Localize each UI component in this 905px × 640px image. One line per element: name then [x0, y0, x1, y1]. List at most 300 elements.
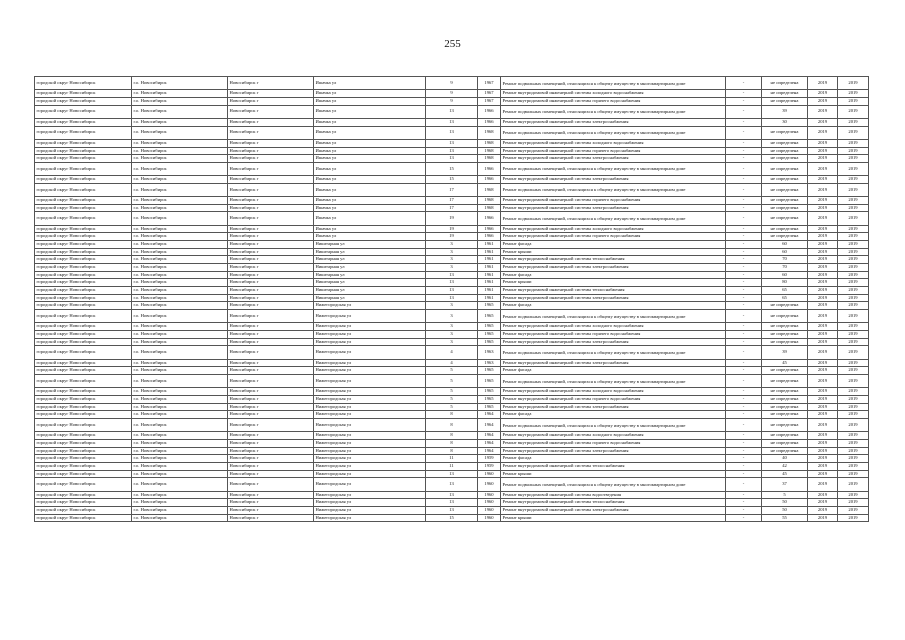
house-number-cell: 3 — [426, 323, 478, 331]
end-year-cell: 2019 — [838, 204, 869, 212]
street-cell: Нижегородская ул — [314, 411, 426, 419]
work-type-cell: Ремонт внутридомовой инженерной системы электроснабжения — [501, 294, 726, 302]
work-type-cell: Ремонт фасада — [501, 455, 726, 463]
work-type-cell: Ремонт крыши — [501, 470, 726, 478]
cost-cell: 60 — [762, 248, 808, 256]
district-cell: г.о. Новосибирск — [132, 323, 228, 331]
street-cell: Никитарная ул — [314, 256, 426, 264]
unit-cell: - — [726, 499, 762, 507]
work-type-cell: Ремонт крыши — [501, 514, 726, 522]
municipality-cell: городской округ Новосибирск — [35, 271, 132, 279]
city-cell: Новосибирск г — [228, 197, 314, 205]
year-cell: 1964 — [478, 439, 501, 447]
year-cell: 1966 — [478, 162, 501, 175]
street-cell: Ишачка ул — [314, 162, 426, 175]
cost-cell: не определена — [762, 375, 808, 388]
start-year-cell: 2019 — [808, 419, 838, 432]
cost-cell: 70 — [762, 256, 808, 264]
start-year-cell: 2019 — [808, 455, 838, 463]
cost-cell: 39 — [762, 346, 808, 359]
cost-cell: не определена — [762, 126, 808, 139]
street-cell: Нижегородская ул — [314, 447, 426, 455]
start-year-cell: 2019 — [808, 367, 838, 375]
house-number-cell: 9 — [426, 97, 478, 105]
street-cell: Нижегородская ул — [314, 403, 426, 411]
cost-cell: 5 — [762, 491, 808, 499]
house-number-cell: 3 — [426, 302, 478, 310]
street-cell: Нижегородская ул — [314, 506, 426, 514]
unit-cell: - — [726, 233, 762, 241]
street-cell: Ишачка ул — [314, 225, 426, 233]
city-cell: Новосибирск г — [228, 310, 314, 323]
year-cell: 1965 — [478, 396, 501, 404]
end-year-cell: 2019 — [838, 97, 869, 105]
municipality-cell: городской округ Новосибирск — [35, 396, 132, 404]
house-number-cell: 13 — [426, 279, 478, 287]
house-number-cell: 13 — [426, 155, 478, 163]
cost-cell: не определена — [762, 176, 808, 184]
house-number-cell: 13 — [426, 271, 478, 279]
city-cell: Новосибирск г — [228, 375, 314, 388]
cost-cell: не определена — [762, 204, 808, 212]
district-cell: г.о. Новосибирск — [132, 331, 228, 339]
end-year-cell: 2019 — [838, 388, 869, 396]
end-year-cell: 2019 — [838, 233, 869, 241]
unit-cell: - — [726, 162, 762, 175]
start-year-cell: 2019 — [808, 432, 838, 440]
house-number-cell: 11 — [426, 462, 478, 470]
table-row — [35, 432, 869, 440]
end-year-cell: 2019 — [838, 225, 869, 233]
table-row — [35, 462, 869, 470]
end-year-cell: 2019 — [838, 411, 869, 419]
year-cell: 1961 — [478, 294, 501, 302]
start-year-cell: 2019 — [808, 499, 838, 507]
cost-cell: не определена — [762, 155, 808, 163]
table-row — [35, 105, 869, 118]
municipality-cell: городской округ Новосибирск — [35, 287, 132, 295]
start-year-cell: 2019 — [808, 183, 838, 196]
unit-cell: - — [726, 359, 762, 367]
table-row — [35, 439, 869, 447]
district-cell: г.о. Новосибирск — [132, 233, 228, 241]
start-year-cell: 2019 — [808, 346, 838, 359]
municipality-cell: городской округ Новосибирск — [35, 139, 132, 147]
unit-cell: - — [726, 491, 762, 499]
work-type-cell: Ремонт внутридомовой инженерной системы горячего водоснабжения — [501, 197, 726, 205]
year-cell: 1961 — [478, 241, 501, 249]
end-year-cell: 2019 — [838, 279, 869, 287]
start-year-cell: 2019 — [808, 491, 838, 499]
house-number-cell: 9 — [426, 77, 478, 90]
end-year-cell: 2019 — [838, 367, 869, 375]
city-cell: Новосибирск г — [228, 147, 314, 155]
table-row — [35, 271, 869, 279]
house-number-cell: 15 — [426, 514, 478, 522]
house-number-cell: 3 — [426, 310, 478, 323]
work-type-cell: Ремонт подвальных помещений, относящихся к общему имуществу в многоквартирном доме — [501, 105, 726, 118]
work-type-cell: Ремонт внутридомовой инженерной системы электроснабжения — [501, 155, 726, 163]
start-year-cell: 2019 — [808, 197, 838, 205]
year-cell: 1961 — [478, 271, 501, 279]
city-cell: Новосибирск г — [228, 506, 314, 514]
cost-cell: не определена — [762, 396, 808, 404]
street-cell: Ишачка ул — [314, 204, 426, 212]
end-year-cell: 2019 — [838, 499, 869, 507]
end-year-cell: 2019 — [838, 139, 869, 147]
district-cell: г.о. Новосибирск — [132, 77, 228, 90]
district-cell: г.о. Новосибирск — [132, 411, 228, 419]
table-row — [35, 375, 869, 388]
house-number-cell: 19 — [426, 233, 478, 241]
end-year-cell: 2019 — [838, 447, 869, 455]
cost-cell: 70 — [762, 264, 808, 272]
municipality-cell: городской округ Новосибирск — [35, 499, 132, 507]
work-type-cell: Ремонт внутридомовой инженерной системы электроснабжения — [501, 403, 726, 411]
street-cell: Ишачка ул — [314, 197, 426, 205]
year-cell: 1968 — [478, 204, 501, 212]
unit-cell: - — [726, 118, 762, 126]
table-row — [35, 403, 869, 411]
house-number-cell: 3 — [426, 241, 478, 249]
table-row — [35, 470, 869, 478]
unit-cell: - — [726, 411, 762, 419]
cost-cell: не определена — [762, 302, 808, 310]
end-year-cell: 2019 — [838, 90, 869, 98]
unit-cell: - — [726, 155, 762, 163]
year-cell: 1959 — [478, 455, 501, 463]
unit-cell: - — [726, 183, 762, 196]
street-cell: Нижегородская ул — [314, 432, 426, 440]
start-year-cell: 2019 — [808, 396, 838, 404]
street-cell: Никитарная ул — [314, 248, 426, 256]
unit-cell: - — [726, 331, 762, 339]
house-number-cell: 3 — [426, 338, 478, 346]
year-cell: 1965 — [478, 338, 501, 346]
house-number-cell: 5 — [426, 396, 478, 404]
end-year-cell: 2019 — [838, 310, 869, 323]
end-year-cell: 2019 — [838, 155, 869, 163]
district-cell: г.о. Новосибирск — [132, 499, 228, 507]
year-cell: 1961 — [478, 287, 501, 295]
table-row — [35, 514, 869, 522]
end-year-cell: 2019 — [838, 432, 869, 440]
municipality-cell: городской округ Новосибирск — [35, 470, 132, 478]
year-cell: 1964 — [478, 432, 501, 440]
city-cell: Новосибирск г — [228, 233, 314, 241]
district-cell: г.о. Новосибирск — [132, 155, 228, 163]
work-type-cell: Ремонт внутридомовой инженерной системы электроснабжения — [501, 506, 726, 514]
city-cell: Новосибирск г — [228, 396, 314, 404]
city-cell: Новосибирск г — [228, 105, 314, 118]
year-cell: 1961 — [478, 279, 501, 287]
start-year-cell: 2019 — [808, 470, 838, 478]
city-cell: Новосибирск г — [228, 294, 314, 302]
cost-cell: 40 — [762, 455, 808, 463]
start-year-cell: 2019 — [808, 204, 838, 212]
unit-cell: - — [726, 241, 762, 249]
municipality-cell: городской округ Новосибирск — [35, 338, 132, 346]
unit-cell: - — [726, 139, 762, 147]
table-row — [35, 225, 869, 233]
city-cell: Новосибирск г — [228, 455, 314, 463]
unit-cell: - — [726, 248, 762, 256]
table-row — [35, 90, 869, 98]
district-cell: г.о. Новосибирск — [132, 176, 228, 184]
municipality-cell: городской округ Новосибирск — [35, 331, 132, 339]
start-year-cell: 2019 — [808, 310, 838, 323]
street-cell: Нижегородская ул — [314, 514, 426, 522]
street-cell: Ишачка ул — [314, 126, 426, 139]
unit-cell: - — [726, 287, 762, 295]
municipality-cell: городской округ Новосибирск — [35, 462, 132, 470]
city-cell: Новосибирск г — [228, 346, 314, 359]
end-year-cell: 2019 — [838, 105, 869, 118]
table-row — [35, 248, 869, 256]
district-cell: г.о. Новосибирск — [132, 419, 228, 432]
work-type-cell: Ремонт внутридомовой инженерной системы горячего водоснабжения — [501, 396, 726, 404]
municipality-cell: городской округ Новосибирск — [35, 432, 132, 440]
year-cell: 1966 — [478, 176, 501, 184]
street-cell: Ишачка ул — [314, 77, 426, 90]
start-year-cell: 2019 — [808, 462, 838, 470]
unit-cell: - — [726, 388, 762, 396]
end-year-cell: 2019 — [838, 118, 869, 126]
table-row — [35, 491, 869, 499]
table-row — [35, 197, 869, 205]
end-year-cell: 2019 — [838, 514, 869, 522]
city-cell: Новосибирск г — [228, 204, 314, 212]
cost-cell: не определена — [762, 147, 808, 155]
end-year-cell: 2019 — [838, 212, 869, 225]
table-row — [35, 346, 869, 359]
cost-cell: 55 — [762, 514, 808, 522]
start-year-cell: 2019 — [808, 155, 838, 163]
table-row — [35, 97, 869, 105]
year-cell: 1965 — [478, 302, 501, 310]
house-number-cell: 8 — [426, 411, 478, 419]
year-cell: 1968 — [478, 139, 501, 147]
house-number-cell: 5 — [426, 367, 478, 375]
table-row — [35, 147, 869, 155]
house-number-cell: 13 — [426, 126, 478, 139]
municipality-cell: городской округ Новосибирск — [35, 388, 132, 396]
municipality-cell: городской округ Новосибирск — [35, 248, 132, 256]
street-cell: Ишачка ул — [314, 183, 426, 196]
year-cell: 1966 — [478, 225, 501, 233]
house-number-cell: 19 — [426, 212, 478, 225]
district-cell: г.о. Новосибирск — [132, 447, 228, 455]
house-number-cell: 4 — [426, 359, 478, 367]
unit-cell: - — [726, 225, 762, 233]
work-type-cell: Ремонт подвальных помещений, относящихся к общему имуществу в многоквартирном доме — [501, 162, 726, 175]
city-cell: Новосибирск г — [228, 403, 314, 411]
cost-cell: 60 — [762, 241, 808, 249]
end-year-cell: 2019 — [838, 346, 869, 359]
start-year-cell: 2019 — [808, 248, 838, 256]
cost-cell: 65 — [762, 294, 808, 302]
cost-cell: 80 — [762, 279, 808, 287]
district-cell: г.о. Новосибирск — [132, 388, 228, 396]
street-cell: Никитарная ул — [314, 294, 426, 302]
work-type-cell: Ремонт внутридомовой инженерной системы теплоснабжения — [501, 256, 726, 264]
work-type-cell: Ремонт внутридомовой инженерной системы горячего водоснабжения — [501, 147, 726, 155]
year-cell: 1959 — [478, 462, 501, 470]
city-cell: Новосибирск г — [228, 287, 314, 295]
table-row — [35, 126, 869, 139]
year-cell: 1965 — [478, 323, 501, 331]
start-year-cell: 2019 — [808, 439, 838, 447]
district-cell: г.о. Новосибирск — [132, 359, 228, 367]
city-cell: Новосибирск г — [228, 331, 314, 339]
street-cell: Нижегородская ул — [314, 478, 426, 491]
start-year-cell: 2019 — [808, 271, 838, 279]
unit-cell: - — [726, 514, 762, 522]
city-cell: Новосибирск г — [228, 90, 314, 98]
city-cell: Новосибирск г — [228, 470, 314, 478]
unit-cell: - — [726, 294, 762, 302]
table-row — [35, 279, 869, 287]
municipality-cell: городской округ Новосибирск — [35, 367, 132, 375]
start-year-cell: 2019 — [808, 176, 838, 184]
city-cell: Новосибирск г — [228, 97, 314, 105]
municipality-cell: городской округ Новосибирск — [35, 264, 132, 272]
municipality-cell: городской округ Новосибирск — [35, 419, 132, 432]
year-cell: 1961 — [478, 264, 501, 272]
cost-cell: не определена — [762, 439, 808, 447]
city-cell: Новосибирск г — [228, 447, 314, 455]
work-type-cell: Ремонт внутридомовой инженерной системы теплоснабжения — [501, 462, 726, 470]
municipality-cell: городской округ Новосибирск — [35, 126, 132, 139]
year-cell: 1966 — [478, 233, 501, 241]
year-cell: 1968 — [478, 183, 501, 196]
end-year-cell: 2019 — [838, 470, 869, 478]
house-number-cell: 13 — [426, 499, 478, 507]
start-year-cell: 2019 — [808, 256, 838, 264]
street-cell: Нижегородская ул — [314, 338, 426, 346]
table-row — [35, 302, 869, 310]
cost-cell: не определена — [762, 447, 808, 455]
end-year-cell: 2019 — [838, 419, 869, 432]
start-year-cell: 2019 — [808, 302, 838, 310]
work-type-cell: Ремонт внутридомовой инженерной системы электроснабжения — [501, 338, 726, 346]
district-cell: г.о. Новосибирск — [132, 225, 228, 233]
work-type-cell: Ремонт фасада — [501, 302, 726, 310]
street-cell: Ишачка ул — [314, 155, 426, 163]
table-row — [35, 233, 869, 241]
cost-cell: 50 — [762, 506, 808, 514]
municipality-cell: городской округ Новосибирск — [35, 147, 132, 155]
work-type-cell: Ремонт внутридомовой инженерной системы электроснабжения — [501, 359, 726, 367]
cost-cell: не определена — [762, 419, 808, 432]
table-row — [35, 499, 869, 507]
year-cell: 1965 — [478, 367, 501, 375]
end-year-cell: 2019 — [838, 197, 869, 205]
district-cell: г.о. Новосибирск — [132, 367, 228, 375]
city-cell: Новосибирск г — [228, 176, 314, 184]
house-number-cell: 15 — [426, 176, 478, 184]
repair-schedule-table — [34, 76, 869, 522]
unit-cell: - — [726, 126, 762, 139]
unit-cell: - — [726, 176, 762, 184]
table-row — [35, 367, 869, 375]
table-row — [35, 176, 869, 184]
district-cell: г.о. Новосибирск — [132, 279, 228, 287]
year-cell: 1968 — [478, 155, 501, 163]
city-cell: Новосибирск г — [228, 478, 314, 491]
municipality-cell: городской округ Новосибирск — [35, 105, 132, 118]
table-row — [35, 455, 869, 463]
district-cell: г.о. Новосибирск — [132, 310, 228, 323]
year-cell: 1960 — [478, 470, 501, 478]
house-number-cell: 19 — [426, 225, 478, 233]
house-number-cell: 15 — [426, 162, 478, 175]
municipality-cell: городской округ Новосибирск — [35, 359, 132, 367]
municipality-cell: городской округ Новосибирск — [35, 491, 132, 499]
start-year-cell: 2019 — [808, 514, 838, 522]
cost-cell: не определена — [762, 162, 808, 175]
start-year-cell: 2019 — [808, 77, 838, 90]
end-year-cell: 2019 — [838, 506, 869, 514]
house-number-cell: 3 — [426, 256, 478, 264]
year-cell: 1965 — [478, 310, 501, 323]
unit-cell: - — [726, 338, 762, 346]
start-year-cell: 2019 — [808, 331, 838, 339]
district-cell: г.о. Новосибирск — [132, 118, 228, 126]
unit-cell: - — [726, 432, 762, 440]
unit-cell: - — [726, 375, 762, 388]
municipality-cell: городской округ Новосибирск — [35, 77, 132, 90]
district-cell: г.о. Новосибирск — [132, 204, 228, 212]
year-cell: 1967 — [478, 77, 501, 90]
work-type-cell: Ремонт внутридомовой инженерной системы холодного водоснабжения — [501, 90, 726, 98]
street-cell: Никитарная ул — [314, 279, 426, 287]
start-year-cell: 2019 — [808, 294, 838, 302]
district-cell: г.о. Новосибирск — [132, 470, 228, 478]
unit-cell: - — [726, 419, 762, 432]
work-type-cell: Ремонт внутридомовой инженерной системы холодного водоснабжения — [501, 139, 726, 147]
street-cell: Нижегородская ул — [314, 396, 426, 404]
work-type-cell: Ремонт фасада — [501, 241, 726, 249]
end-year-cell: 2019 — [838, 271, 869, 279]
district-cell: г.о. Новосибирск — [132, 183, 228, 196]
year-cell: 1968 — [478, 126, 501, 139]
district-cell: г.о. Новосибирск — [132, 514, 228, 522]
district-cell: г.о. Новосибирск — [132, 491, 228, 499]
unit-cell: - — [726, 478, 762, 491]
city-cell: Новосибирск г — [228, 212, 314, 225]
cost-cell: не определена — [762, 225, 808, 233]
street-cell: Нижегородская ул — [314, 359, 426, 367]
district-cell: г.о. Новосибирск — [132, 256, 228, 264]
table-row — [35, 323, 869, 331]
year-cell: 1960 — [478, 491, 501, 499]
year-cell: 1961 — [478, 256, 501, 264]
cost-cell: не определена — [762, 338, 808, 346]
street-cell: Нижегородская ул — [314, 388, 426, 396]
street-cell: Нижегородская ул — [314, 323, 426, 331]
municipality-cell: городской округ Новосибирск — [35, 439, 132, 447]
house-number-cell: 17 — [426, 204, 478, 212]
end-year-cell: 2019 — [838, 183, 869, 196]
municipality-cell: городской округ Новосибирск — [35, 90, 132, 98]
end-year-cell: 2019 — [838, 403, 869, 411]
house-number-cell: 13 — [426, 147, 478, 155]
start-year-cell: 2019 — [808, 139, 838, 147]
end-year-cell: 2019 — [838, 147, 869, 155]
work-type-cell: Ремонт крыши — [501, 248, 726, 256]
end-year-cell: 2019 — [838, 331, 869, 339]
